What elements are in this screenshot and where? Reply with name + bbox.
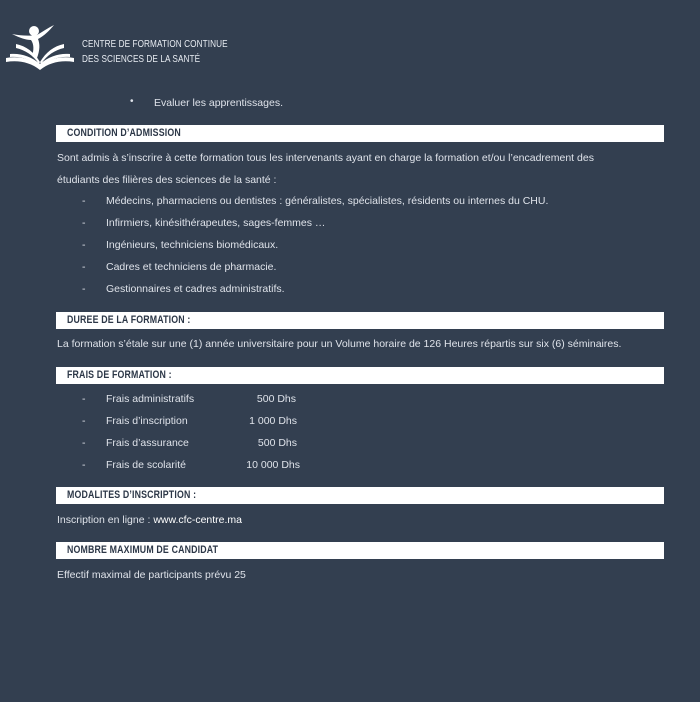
registration-line xyxy=(57,514,242,526)
fee-label: Frais d’inscription xyxy=(106,415,188,427)
list-dash: - xyxy=(82,393,86,405)
list-dash: - xyxy=(82,217,86,229)
admission-item-label: Gestionnaires et cadres administratifs. xyxy=(106,283,285,295)
objective-text: Evaluer les apprentissages. xyxy=(154,97,283,109)
section-header-admission xyxy=(56,125,664,142)
admission-intro-line2: étudiants des filières des sciences de la santé : xyxy=(57,174,277,186)
registration-prefix: Inscription en ligne : xyxy=(57,514,154,526)
org-name-line1: CENTRE DE FORMATION CONTINUE xyxy=(82,39,228,50)
fee-amount: 500 Dhs xyxy=(256,393,296,405)
section-header-registration xyxy=(56,487,664,504)
fee-label: Frais d’assurance xyxy=(106,437,189,449)
section-title-fees: FRAIS DE FORMATION : xyxy=(67,369,172,381)
section-header-fees xyxy=(56,367,664,384)
section-header-duration xyxy=(56,312,664,329)
fee-label: Frais de scolarité xyxy=(106,459,186,471)
capacity-text: Effectif maximal de participants prévu 25 xyxy=(57,569,246,581)
fee-label: Frais administratifs xyxy=(106,393,195,405)
organization-name xyxy=(82,37,228,67)
duration-text: La formation s’étale sur une (1) année universitaire pour un Volume horaire de 126 Heures répartis sur six (6) séminaires. xyxy=(57,338,622,350)
admission-item-label: Médecins, pharmaciens ou dentistes : généralistes, spécialistes, résidents ou internes du CHU. xyxy=(106,195,549,207)
admission-item-label: Ingénieurs, techniciens biomédicaux. xyxy=(106,239,279,251)
section-title-capacity: NOMBRE MAXIMUM DE CANDIDAT xyxy=(67,544,219,556)
registration-link[interactable]: www.cfc-centre.ma xyxy=(153,514,242,526)
section-header-capacity xyxy=(56,542,664,559)
admission-intro-line1: Sont admis à s’inscrire à cette formation tous les intervenants ayant en charge la formation et/ou l’encadrement des xyxy=(57,152,594,164)
list-dash: - xyxy=(82,459,86,471)
list-dash: - xyxy=(82,239,86,251)
admission-item-label: Infirmiers, kinésithérapeutes, sages-femmes … xyxy=(106,217,326,229)
admission-item-label: Cadres et techniciens de pharmacie. xyxy=(106,261,277,273)
list-dash: - xyxy=(82,195,86,207)
section-title-duration: DUREE DE LA FORMATION : xyxy=(67,314,191,326)
list-dash: - xyxy=(82,437,86,449)
fee-amount: 500 Dhs xyxy=(257,437,297,449)
section-title-registration: MODALITES D’INSCRIPTION : xyxy=(67,489,197,501)
list-dash: - xyxy=(82,283,86,295)
open-book-logo-icon xyxy=(4,22,76,76)
org-name-line2: DES SCIENCES DE LA SANTÉ xyxy=(82,54,201,65)
fee-amount: 1 000 Dhs xyxy=(249,415,297,427)
list-dash: - xyxy=(82,261,86,273)
fee-amount: 10 000 Dhs xyxy=(246,459,300,471)
list-dash: - xyxy=(82,415,86,427)
section-title-admission: CONDITION D’ADMISSION xyxy=(67,127,181,139)
bullet-dot: • xyxy=(130,96,134,107)
